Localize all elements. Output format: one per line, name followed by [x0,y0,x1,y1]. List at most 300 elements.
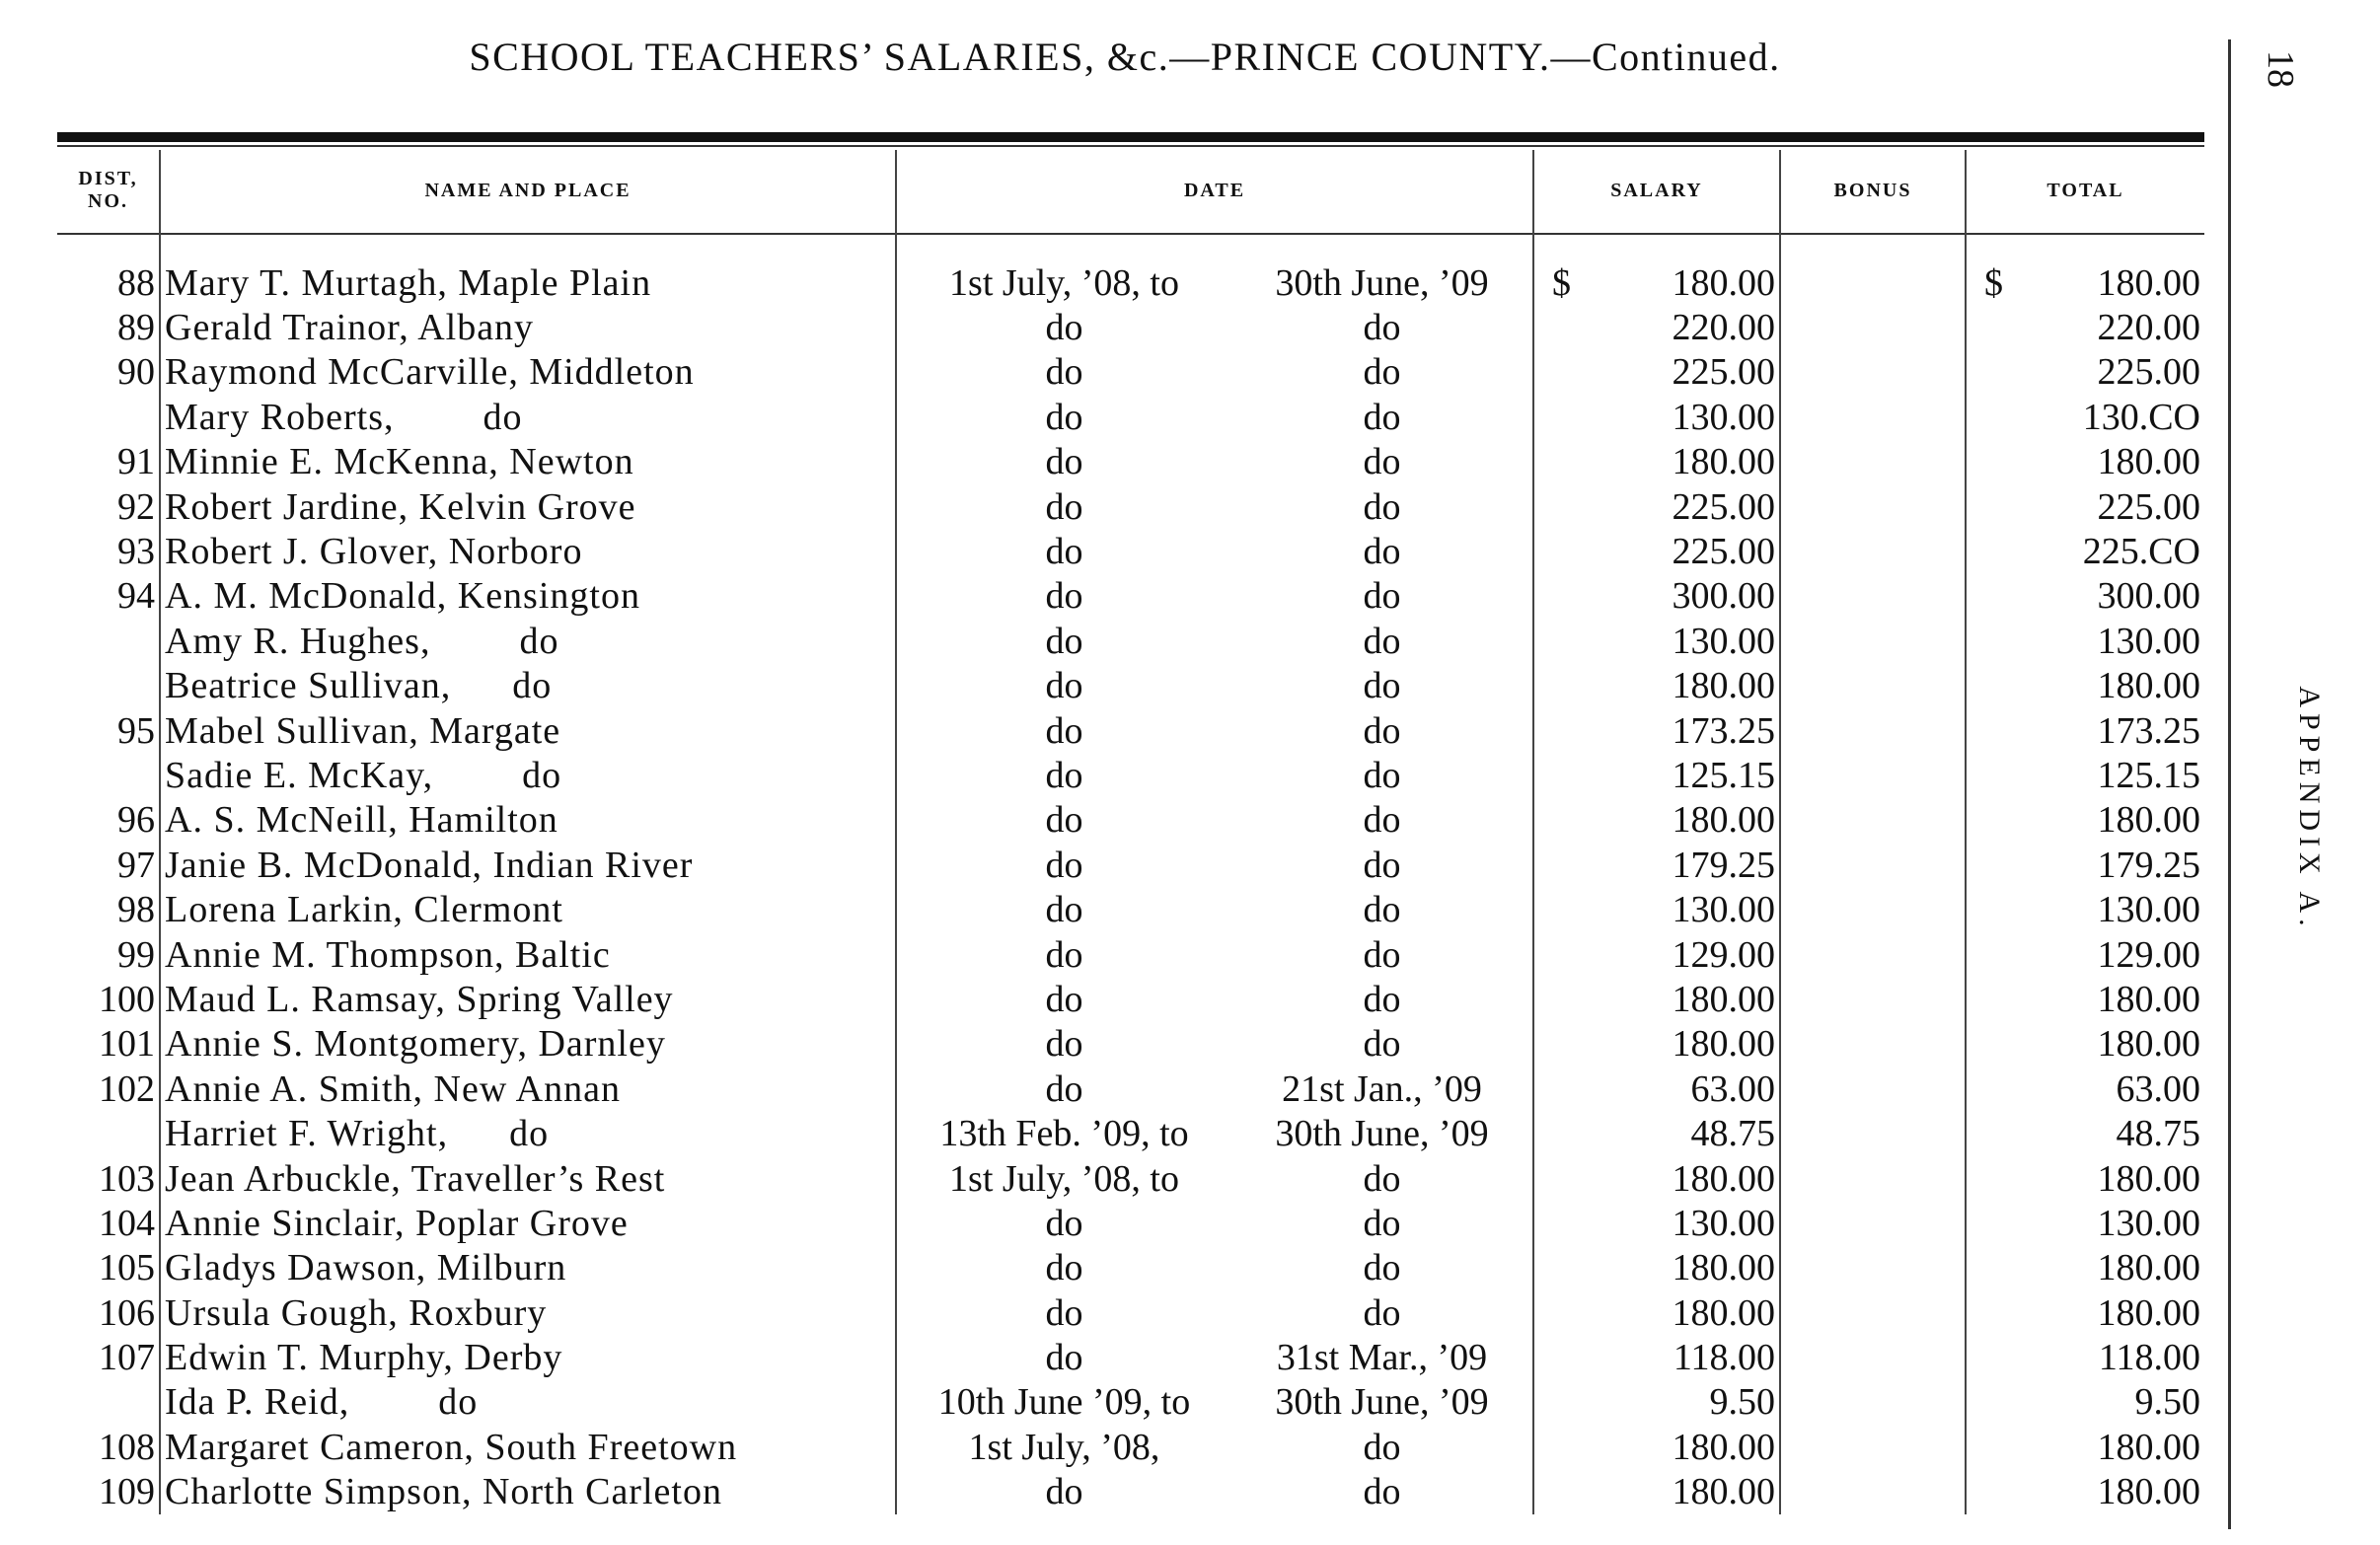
name-and-place-cell [160,887,896,931]
date-to-cell-text: do [1363,665,1401,707]
name-and-place-cell [160,1246,896,1290]
table-row [57,977,2204,1021]
date-from-cell-text: do [1045,1337,1083,1379]
date-from-cell-text: do [1045,889,1083,931]
total-value: 220.00 [2097,307,2200,349]
date-to-cell-text: do [1363,575,1401,618]
column-header-bonus: BONUS [1780,150,1966,231]
date-to-cell-text: do [1363,396,1401,438]
bonus-cell [1780,1380,1966,1425]
date-from-cell [896,1111,1231,1155]
date-to-cell-text: do [1363,485,1401,528]
name-and-place-cell-text: Ursula Gough, Roxbury [165,1291,548,1334]
dist-number-cell [57,1380,160,1425]
total-value: 180.00 [2097,799,2200,842]
total-cell [1966,843,2204,887]
dist-number-cell [57,977,160,1021]
date-from-cell [896,484,1231,529]
name-and-place-cell [160,484,896,529]
date-from-cell [896,932,1231,977]
salary-value: 125.15 [1672,754,1775,796]
date-to-cell [1231,1067,1533,1111]
salary-value: 225.00 [1672,351,1775,394]
total-value: 180.00 [2097,1291,2200,1334]
name-and-place-cell-text: Lorena Larkin, Clermont [165,889,563,931]
dist-number-cell-text: 102 [99,1067,155,1110]
total-value: 9.50 [2134,1381,2200,1424]
dist-number-cell [57,574,160,619]
name-and-place-cell [160,664,896,708]
date-from-cell-text: do [1045,1023,1083,1066]
page-number: 18 [2260,50,2301,88]
dist-number-cell [57,1425,160,1469]
date-to-cell-text: do [1363,1247,1401,1289]
date-to-cell-text: do [1363,1202,1401,1244]
name-and-place-cell-text: Jean Arbuckle, Traveller’s Rest [165,1157,666,1200]
total-value: 63.00 [2116,1067,2200,1110]
date-to-cell-text: do [1363,1291,1401,1334]
salary-value: 130.00 [1672,889,1775,931]
dist-number-cell [57,753,160,797]
name-and-place-cell-text: Mary T. Murtagh, Maple Plain [165,261,652,304]
dist-number-cell [57,1067,160,1111]
name-and-place-cell [160,932,896,977]
date-from-cell [896,753,1231,797]
total-cell [1966,753,2204,797]
salary-value: 180.00 [1672,261,1775,304]
bonus-cell [1780,977,1966,1021]
total-value: 180.00 [2097,1471,2200,1513]
bonus-cell [1780,932,1966,977]
dist-number-cell-text: 95 [117,709,155,752]
name-and-place-cell-text: Gladys Dawson, Milburn [165,1247,567,1289]
date-from-cell [896,1201,1231,1245]
salary-value: 130.00 [1672,396,1775,438]
table-row [57,1425,2204,1469]
name-and-place-cell [160,798,896,843]
total-cell [1966,231,2204,305]
total-cell [1966,484,2204,529]
name-and-place-cell-text: Charlotte Simpson, North Carleton [165,1471,722,1513]
total-value: 180.00 [2097,1157,2200,1200]
date-from-cell [896,977,1231,1021]
dist-number-cell [57,1022,160,1067]
date-from-cell [896,1335,1231,1379]
name-and-place-cell [160,753,896,797]
place-ditto: do [512,665,553,707]
bonus-cell [1780,350,1966,395]
dist-number-cell [57,1335,160,1379]
bonus-cell [1780,440,1966,484]
salary-value: 180.00 [1672,1426,1775,1468]
date-from-cell [896,305,1231,349]
date-to-cell [1231,231,1533,305]
date-to-cell-text: do [1363,620,1401,662]
dist-number-cell [57,1156,160,1201]
dist-number-cell-text: 92 [117,485,155,528]
date-to-cell-text: do [1363,1426,1401,1468]
bonus-cell [1780,887,1966,931]
dist-number-cell-text: 93 [117,531,155,573]
dist-number-cell-text: 103 [99,1157,155,1200]
date-from-cell-text: do [1045,978,1083,1020]
place-ditto: do [509,1113,550,1155]
table-row [57,231,2204,305]
total-cell [1966,1022,2204,1067]
salary-value: 180.00 [1672,1247,1775,1289]
dist-number-cell [57,664,160,708]
dist-number-cell [57,395,160,439]
dist-number-cell-text: 100 [99,978,155,1020]
name-and-place-cell-text: Ida P. Reid, [165,1381,350,1424]
date-to-cell [1231,305,1533,349]
date-to-cell-text: do [1363,351,1401,394]
name-and-place-cell [160,350,896,395]
salary-value: 300.00 [1672,575,1775,618]
name-and-place-cell [160,305,896,349]
total-value: 130.00 [2097,889,2200,931]
total-cell [1966,305,2204,349]
table-row [57,350,2204,395]
total-value: 225.00 [2097,485,2200,528]
date-to-cell [1231,1201,1533,1245]
date-from-cell [896,619,1231,663]
name-and-place-cell [160,708,896,753]
salary-value: 130.00 [1672,1202,1775,1244]
salary-cell [1533,350,1780,395]
salary-cell [1533,395,1780,439]
bonus-cell [1780,1335,1966,1379]
name-and-place-cell-text: Maud L. Ramsay, Spring Valley [165,978,674,1020]
date-to-cell [1231,1335,1533,1379]
table-row [57,1156,2204,1201]
date-to-cell-text: do [1363,844,1401,886]
salaries-table [57,150,2204,1514]
table-row [57,305,2204,349]
name-and-place-cell [160,1156,896,1201]
bonus-cell [1780,798,1966,843]
total-cell [1966,1156,2204,1201]
date-to-cell [1231,1022,1533,1067]
table-header-row [57,150,2204,231]
bonus-cell [1780,664,1966,708]
place-ditto: do [519,620,559,662]
date-from-cell [896,574,1231,619]
date-from-cell-text: do [1045,1202,1083,1244]
bonus-cell [1780,1022,1966,1067]
table-row [57,1335,2204,1379]
total-cell [1966,529,2204,573]
name-and-place-cell [160,977,896,1021]
dist-number-cell-text: 101 [99,1023,155,1066]
name-and-place-cell-text: Annie M. Thompson, Baltic [165,933,611,976]
total-value: 173.25 [2097,709,2200,752]
date-from-cell-text: 1st July, ’08, to [949,261,1179,304]
salary-cell [1533,887,1780,931]
total-value: 225.CO [2082,531,2200,573]
table-row [57,619,2204,663]
name-and-place-cell [160,440,896,484]
date-from-cell [896,1067,1231,1111]
dist-number-cell-text: 88 [117,261,155,304]
bonus-cell [1780,484,1966,529]
salary-cell [1533,753,1780,797]
date-to-cell [1231,529,1533,573]
place-ditto: do [438,1381,479,1424]
date-from-cell-text: do [1045,396,1083,438]
bonus-cell [1780,1425,1966,1469]
dist-number-cell [57,798,160,843]
column-header-dist: DIST, NO. [57,150,160,231]
dist-number-cell [57,305,160,349]
bonus-cell [1780,305,1966,349]
bonus-cell [1780,843,1966,887]
date-from-cell-text: do [1045,933,1083,976]
date-to-cell-text: 31st Mar., ’09 [1276,1337,1488,1379]
name-and-place-cell [160,1425,896,1469]
dist-number-cell [57,619,160,663]
bonus-cell [1780,1201,1966,1245]
total-cell [1966,1067,2204,1111]
salary-value: 63.00 [1690,1067,1775,1110]
date-from-cell-text: do [1045,575,1083,618]
total-dollar-sign: $ [1984,261,2003,304]
name-and-place-cell [160,1380,896,1425]
salary-cell [1533,843,1780,887]
salary-value: 180.00 [1672,441,1775,483]
date-from-cell-text: do [1045,441,1083,483]
total-value: 125.15 [2097,754,2200,796]
total-cell [1966,1111,2204,1155]
date-from-cell-text: do [1045,1471,1083,1513]
date-from-cell-text: 10th June ’09, to [937,1381,1191,1424]
bonus-cell [1780,619,1966,663]
total-cell [1966,395,2204,439]
dist-number-cell [57,529,160,573]
total-cell [1966,350,2204,395]
salary-cell [1533,1470,1780,1514]
name-and-place-cell-text: Annie A. Smith, New Annan [165,1067,621,1110]
name-and-place-cell [160,1201,896,1245]
date-to-cell-text: do [1363,307,1401,349]
dist-number-cell-text: 104 [99,1202,155,1244]
total-value: 130.00 [2097,1202,2200,1244]
table-row [57,1067,2204,1111]
bonus-cell [1780,1290,1966,1335]
table-row [57,708,2204,753]
date-to-cell [1231,1290,1533,1335]
top-thin-rule [57,145,2204,147]
date-from-cell [896,1290,1231,1335]
name-and-place-cell [160,529,896,573]
dist-number-cell-text: 91 [117,441,155,483]
total-cell [1966,664,2204,708]
total-cell [1966,887,2204,931]
name-and-place-cell-text: Janie B. McDonald, Indian River [165,844,694,886]
date-to-cell [1231,753,1533,797]
salary-value: 180.00 [1672,665,1775,707]
date-from-cell [896,798,1231,843]
name-and-place-cell [160,1335,896,1379]
dist-number-cell [57,350,160,395]
table-row [57,1246,2204,1290]
date-from-cell [896,1380,1231,1425]
date-to-cell [1231,484,1533,529]
date-to-cell-text: 30th June, ’09 [1275,1113,1489,1155]
total-value: 180.00 [2097,665,2200,707]
salary-value: 129.00 [1672,933,1775,976]
date-from-cell-text: do [1045,844,1083,886]
date-to-cell-text: do [1363,531,1401,573]
total-cell [1966,932,2204,977]
table-row [57,395,2204,439]
table-row [57,1290,2204,1335]
name-and-place-cell [160,395,896,439]
total-cell [1966,977,2204,1021]
date-to-cell [1231,708,1533,753]
top-thick-rule [57,132,2204,142]
date-to-cell [1231,395,1533,439]
name-and-place-cell-text: Margaret Cameron, South Freetown [165,1426,738,1468]
salary-value: 180.00 [1672,978,1775,1020]
date-from-cell-text: do [1045,1247,1083,1289]
name-and-place-cell [160,1470,896,1514]
table-body [57,231,2204,1514]
total-value: 118.00 [2098,1337,2200,1379]
total-cell [1966,798,2204,843]
salary-cell [1533,574,1780,619]
total-value: 180.00 [2097,978,2200,1020]
date-from-cell-text: do [1045,485,1083,528]
dist-number-cell-text: 109 [99,1471,155,1513]
name-and-place-cell-text: Robert Jardine, Kelvin Grove [165,485,636,528]
dist-number-cell [57,843,160,887]
total-cell [1966,1246,2204,1290]
salary-cell [1533,484,1780,529]
date-to-cell [1231,887,1533,931]
salary-value: 180.00 [1672,799,1775,842]
name-and-place-cell [160,574,896,619]
date-from-cell-text: do [1045,351,1083,394]
total-cell [1966,1335,2204,1379]
salary-cell [1533,708,1780,753]
total-value: 180.00 [2097,1023,2200,1066]
total-cell [1966,619,2204,663]
date-to-cell-text: 21st Jan., ’09 [1282,1067,1482,1110]
name-and-place-cell-text: Robert J. Glover, Norboro [165,531,583,573]
salary-value: 179.25 [1672,844,1775,886]
place-ditto: do [483,396,523,438]
date-to-cell-text: do [1363,441,1401,483]
salary-cell [1533,1380,1780,1425]
date-from-cell-text: do [1045,531,1083,573]
date-to-cell-text: do [1363,799,1401,842]
salary-value: 220.00 [1672,307,1775,349]
name-and-place-cell-text: Annie S. Montgomery, Darnley [165,1023,666,1066]
date-from-cell-text: do [1045,620,1083,662]
bonus-cell [1780,231,1966,305]
salary-cell [1533,798,1780,843]
salary-value: 48.75 [1690,1113,1775,1155]
total-value: 180.00 [2097,261,2200,304]
table-row [57,529,2204,573]
table-row [57,753,2204,797]
date-to-cell-text: do [1363,889,1401,931]
date-to-cell [1231,440,1533,484]
dist-number-cell [57,1290,160,1335]
name-and-place-cell-text: Annie Sinclair, Poplar Grove [165,1202,629,1244]
bonus-cell [1780,574,1966,619]
date-from-cell [896,1246,1231,1290]
total-value: 48.75 [2116,1113,2200,1155]
name-and-place-cell-text: Mary Roberts, [165,396,395,438]
dist-number-cell-text: 105 [99,1247,155,1289]
date-to-cell-text: do [1363,978,1401,1020]
salary-cell [1533,440,1780,484]
table-row [57,574,2204,619]
date-to-cell [1231,798,1533,843]
name-and-place-cell [160,619,896,663]
salary-value: 225.00 [1672,531,1775,573]
column-header-salary: SALARY [1533,150,1780,231]
salary-cell [1533,1290,1780,1335]
total-value: 130.00 [2097,620,2200,662]
salary-value: 225.00 [1672,485,1775,528]
name-and-place-cell [160,1111,896,1155]
dist-number-cell [57,1470,160,1514]
date-to-cell [1231,1425,1533,1469]
table-row [57,1201,2204,1245]
total-cell [1966,708,2204,753]
dist-number-cell-text: 107 [99,1337,155,1379]
bonus-cell [1780,1156,1966,1201]
total-cell [1966,574,2204,619]
total-value: 180.00 [2097,441,2200,483]
dist-number-cell-text: 108 [99,1426,155,1468]
date-to-cell-text: do [1363,1157,1401,1200]
total-value: 130.CO [2082,396,2200,438]
date-from-cell-text: do [1045,1291,1083,1334]
name-and-place-cell-text: Mabel Sullivan, Margate [165,709,561,752]
salary-value: 180.00 [1672,1471,1775,1513]
date-to-cell-text: do [1363,1023,1401,1066]
total-value: 179.25 [2097,844,2200,886]
bonus-cell [1780,1067,1966,1111]
dist-number-cell [57,708,160,753]
salary-cell [1533,664,1780,708]
total-cell [1966,440,2204,484]
salary-cell [1533,305,1780,349]
date-to-cell-text: do [1363,709,1401,752]
dist-number-cell-text: 99 [117,933,155,976]
salary-value: 130.00 [1672,620,1775,662]
salary-cell [1533,231,1780,305]
salary-value: 180.00 [1672,1157,1775,1200]
date-to-cell [1231,1156,1533,1201]
bonus-cell [1780,1111,1966,1155]
date-from-cell [896,664,1231,708]
dist-number-cell [57,231,160,305]
name-and-place-cell-text: Beatrice Sullivan, [165,665,452,707]
date-from-cell [896,1425,1231,1469]
date-from-cell-text: 1st July, ’08, to [949,1157,1179,1200]
date-from-cell-text: do [1045,665,1083,707]
dist-number-cell-text: 90 [117,351,155,394]
name-and-place-cell [160,843,896,887]
date-to-cell [1231,574,1533,619]
total-value: 225.00 [2097,351,2200,394]
bonus-cell [1780,395,1966,439]
